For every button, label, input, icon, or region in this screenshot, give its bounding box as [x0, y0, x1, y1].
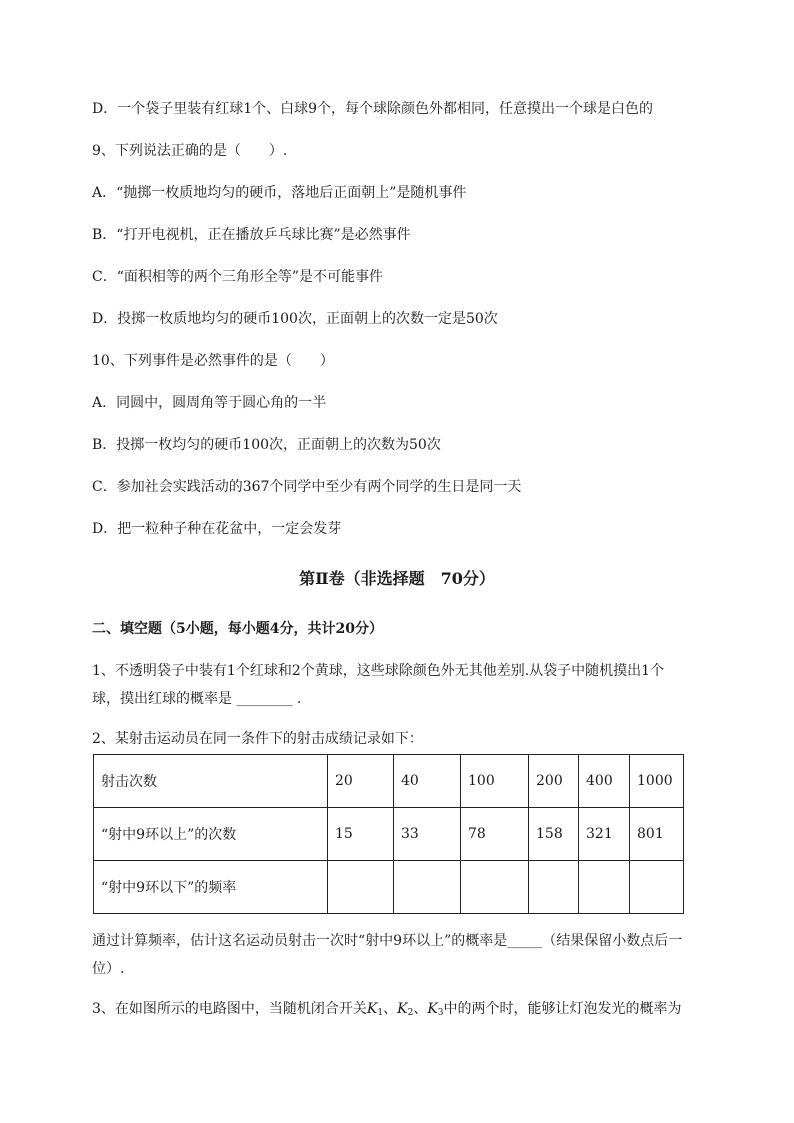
option-a-q10: A．同圆中，圆周角等于圆心角的一半	[92, 395, 327, 411]
question-10: 10、下列事件是必然事件的是（ ）	[92, 353, 334, 369]
table-row-frequency	[94, 861, 684, 914]
option-d-q8: D．一个袋子里装有红球1个、白球9个，每个球除颜色外都相同，任意摸出一个球是白色的	[92, 101, 654, 117]
option-c-q9: C．“面积相等的两个三角形全等”是不可能事件	[92, 269, 384, 285]
fill-question-1-line2: 球，摸出红球的概率是 ________ .	[92, 691, 302, 707]
row-label-hits: “射中9环以上”的次数	[94, 808, 328, 861]
option-c-q10: C．参加社会实践活动的367个同学中至少有两个同学的生日是同一天	[92, 479, 522, 495]
question-9: 9、下列说法正确的是（ ）.	[92, 143, 288, 159]
frequency-cell-blank[interactable]	[461, 861, 529, 914]
fill-question-2-after-line2: 位）.	[92, 961, 125, 977]
shooting-record-table	[93, 754, 684, 914]
option-d-q9: D．投掷一枚质地均匀的硬币100次，正面朝上的次数一定是50次	[92, 311, 498, 327]
shots-cell: 100	[461, 755, 529, 808]
separator: 、	[413, 1001, 428, 1017]
hits-cell: 321	[579, 808, 630, 861]
separator: 、	[383, 1001, 398, 1017]
frequency-cell-blank[interactable]	[579, 861, 630, 914]
hits-cell: 158	[529, 808, 579, 861]
frequency-cell-blank[interactable]	[630, 861, 684, 914]
hits-cell: 15	[328, 808, 394, 861]
shots-cell: 200	[529, 755, 579, 808]
q3-prefix: 3、在如图所示的电路图中，当随机闭合开关	[92, 1001, 367, 1017]
frequency-cell-blank[interactable]	[328, 861, 394, 914]
section-title: 第Ⅱ卷（非选择题 70分）	[299, 569, 495, 588]
option-d-q10: D．把一粒种子种在花盆中，一定会发芽	[92, 521, 342, 537]
hits-cell: 801	[630, 808, 684, 861]
switch-k1: $K_1$	[366, 1001, 384, 1018]
shots-cell: 20	[328, 755, 394, 808]
option-b-q9: B．“打开电视机，正在播放乒乓球比赛”是必然事件	[92, 227, 411, 243]
q3-suffix: 中的两个时，能够让灯泡发光的概率为	[443, 1001, 682, 1017]
row-label-frequency: “射中9环以下”的频率	[94, 861, 328, 914]
part-heading: 二、填空题（5小题，每小题4分，共计20分）	[92, 621, 383, 637]
hits-cell: 78	[461, 808, 529, 861]
switch-k3: $K_3$	[427, 1001, 444, 1018]
fill-question-2-after-line1: 通过计算频率，估计这名运动员射击一次时“射中9环以上”的概率是_____（结果保留小数点后一	[92, 933, 683, 949]
frequency-cell-blank[interactable]	[529, 861, 579, 914]
frequency-cell-blank[interactable]	[394, 861, 461, 914]
fill-question-1-line1: 1、不透明袋子中装有1个红球和2个黄球，这些球除颜色外无其他差别.从袋子中随机摸出1个	[92, 663, 665, 679]
shots-cell: 40	[394, 755, 461, 808]
fill-question-3	[92, 1000, 682, 1022]
shots-cell: 400	[579, 755, 630, 808]
row-label-shots: 射击次数	[94, 755, 328, 808]
hits-cell: 33	[394, 808, 461, 861]
table-row-hits	[94, 808, 684, 861]
option-b-q10: B．投掷一枚均匀的硬币100次，正面朝上的次数为50次	[92, 437, 441, 453]
table-row-shots	[94, 755, 684, 808]
switch-k2: $K_2$	[397, 1001, 414, 1018]
option-a-q9: A．“抛掷一枚质地均匀的硬币，落地后正面朝上”是随机事件	[92, 185, 467, 201]
shots-cell: 1000	[630, 755, 684, 808]
fill-question-2-intro: 2、某射击运动员在同一条件下的射击成绩记录如下：	[92, 731, 423, 747]
